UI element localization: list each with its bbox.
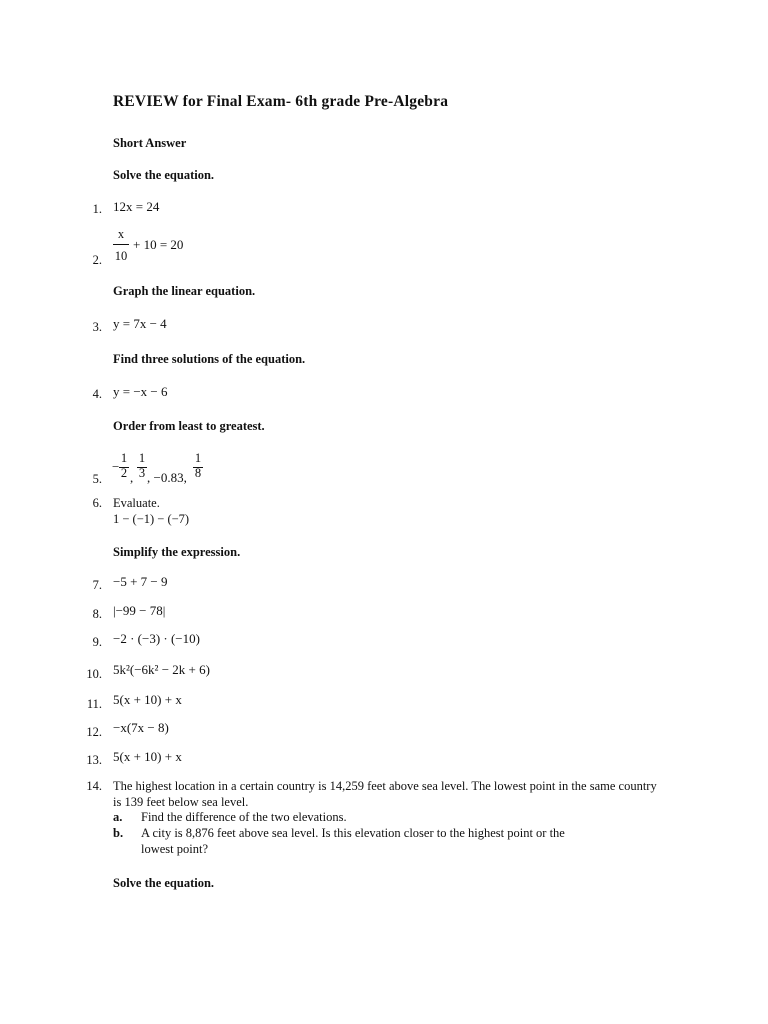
instruction-simplify: Simplify the expression. (113, 545, 241, 559)
question-14b-text-line-2: lowest point? (141, 842, 209, 856)
question-4-expression: y = −x − 6 (113, 384, 168, 399)
instruction-graph: Graph the linear equation. (113, 284, 256, 298)
question-14-line-1: The highest location in a certain country is 14,259 feet above sea level. The lowest point in the same country (113, 779, 657, 793)
instruction-solve: Solve the equation. (113, 168, 215, 182)
question-6-line-1: Evaluate. (113, 496, 160, 510)
question-number-2: 2. (92, 253, 102, 267)
instruction-order: Order from least to greatest. (113, 419, 265, 433)
question-number-4: 4. (92, 387, 102, 401)
question-10-expression: 5k²(−6k² − 2k + 6) (113, 662, 210, 677)
question-2-rest: + 10 = 20 (133, 237, 184, 252)
question-5-fraction-1-denominator: 2 (120, 466, 128, 480)
question-number-8: 8. (92, 607, 102, 621)
question-number-11: 11. (86, 697, 102, 711)
question-5-fraction-2-denominator: 3 (138, 466, 146, 480)
question-5-middle: , −0.83, (147, 470, 187, 485)
document-title: REVIEW for Final Exam- 6th grade Pre-Algebra (113, 93, 449, 110)
question-number-14: 14. (86, 779, 102, 793)
question-2-numerator: x (117, 227, 125, 241)
question-14b-label: b. (113, 826, 124, 840)
question-6-line-2: 1 − (−1) − (−7) (113, 512, 190, 526)
question-number-7: 7. (92, 578, 102, 592)
question-5-fraction-1-numerator: 1 (120, 451, 128, 465)
question-3-expression: y = 7x − 4 (113, 316, 167, 331)
question-2-fraction-bar (113, 244, 129, 245)
question-1-expression: 12x = 24 (113, 199, 160, 214)
question-14-line-2: is 139 feet below sea level. (113, 795, 249, 809)
instruction-solve-2: Solve the equation. (113, 876, 215, 890)
question-13-expression: 5(x + 10) + x (113, 749, 182, 764)
question-number-9: 9. (92, 635, 102, 649)
question-5-separator: , (130, 470, 134, 485)
section-heading-short-answer: Short Answer (113, 136, 187, 150)
instruction-three-solutions: Find three solutions of the equation. (113, 352, 306, 366)
question-number-5: 5. (92, 472, 102, 486)
question-14b-text-line-1: A city is 8,876 feet above sea level. Is this elevation closer to the highest point or the (141, 826, 565, 840)
question-5-fraction-2-numerator: 1 (138, 451, 146, 465)
question-7-expression: −5 + 7 − 9 (113, 574, 168, 589)
question-12-expression: −x(7x − 8) (113, 720, 169, 735)
question-9-expression: −2 · (−3) · (−10) (113, 631, 200, 646)
question-14a-label: a. (113, 810, 123, 824)
question-14a-text: Find the difference of the two elevations. (141, 810, 347, 824)
question-number-3: 3. (92, 320, 102, 334)
question-5-neg-sign: − (112, 459, 120, 474)
question-8-expression: |−99 − 78| (113, 603, 166, 618)
question-5-fraction-3-denominator: 8 (194, 466, 202, 480)
question-5-fraction-3-numerator: 1 (194, 451, 202, 465)
question-number-6: 6. (92, 496, 102, 510)
question-number-12: 12. (86, 725, 102, 739)
question-number-10: 10. (86, 667, 102, 681)
question-number-13: 13. (86, 753, 102, 767)
question-2-denominator: 10 (114, 249, 128, 263)
question-number-1: 1. (92, 202, 102, 216)
question-11-expression: 5(x + 10) + x (113, 692, 182, 707)
